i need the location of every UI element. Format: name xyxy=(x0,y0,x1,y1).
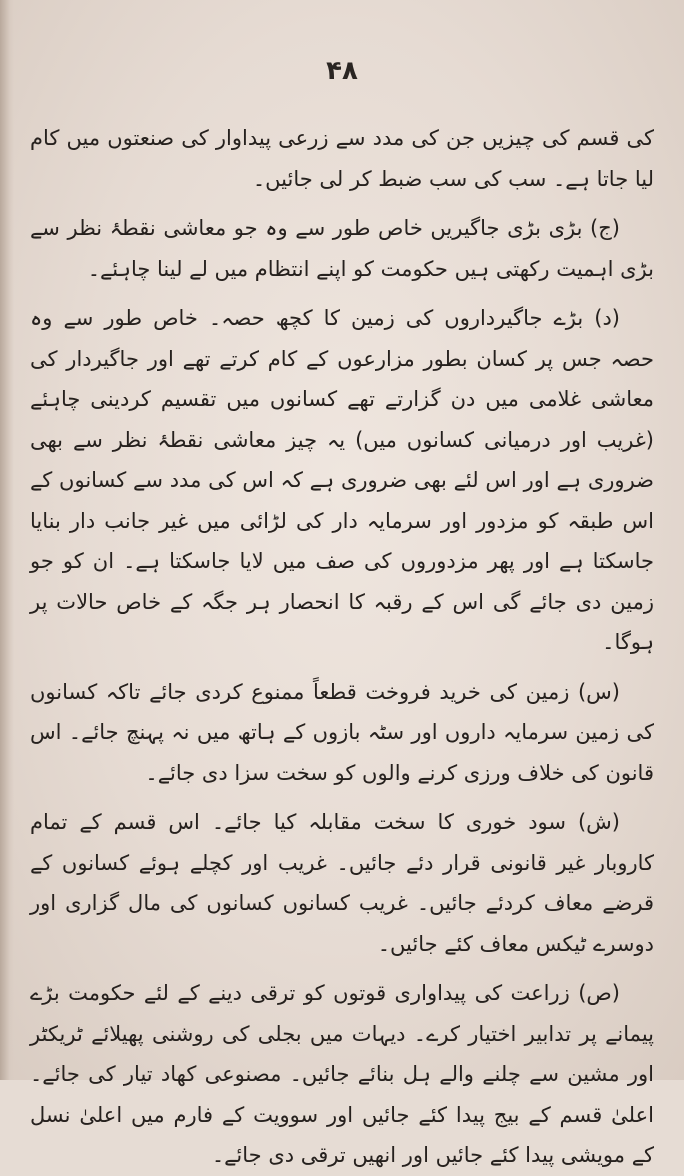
paragraph-daal: (د) بڑے جاگیرداروں کی زمین کا کچھ حصہ۔ خاص طور سے وہ حصہ جس پر کسان بطور مزارعوں کے کام کرتے تھے اور جاگیردار کی معاشی غلامی میں دن گزارتے تھے کسانوں میں تقسیم کردینی چاہئے (غریب اور درمیانی کسانوں میں) یہ چیز معاشی نقطۂ نظر سے بھی ضروری ہے اور اس لئے بھی ضروری ہے کہ اس کی مدد سے کسانوں کے اس طبقہ کو مزدور اور سرمایہ دار کی لڑائی میں غیر جانب دار بنایا جاسکتا ہے اور پھر مزدوروں کی صف میں لایا جاسکتا ہے۔ ان کو جو زمین دی جائے گی اس کے رقبہ کا انحصار ہر جگہ کے خاص حالات پر ہوگا۔ xyxy=(30,306,654,654)
page-number: ۴۸ xyxy=(326,56,358,86)
paragraph-continuation: کی قسم کی چیزیں جن کی مدد سے زرعی پیداوار کی صنعتوں میں کام لیا جاتا ہے۔ سب کی سب ضبط کر لی جائیں۔ xyxy=(30,126,654,191)
body-text xyxy=(30,118,654,1176)
paragraph-seen: (س) زمین کی خرید فروخت قطعاً ممنوع کردی جائے تاکہ کسانوں کی زمین سرمایہ داروں اور سٹہ بازوں کے ہاتھ میں نہ پہنچ جائے۔ اس قانون کی خلاف ورزی کرنے والوں کو سخت سزا دی جائے۔ xyxy=(30,679,654,785)
page-binding-edge xyxy=(0,0,14,1080)
paragraph-sheen: (ش) سود خوری کا سخت مقابلہ کیا جائے۔ اس قسم کے تمام کاروبار غیر قانونی قرار دئے جائیں۔ غریب اور کچلے ہوئے کسانوں کے قرضے معاف کردئے جائیں۔ غریب کسانوں کسانوں کی مال گزاری اور دوسرے ٹیکس معاف کئے جائیں۔ xyxy=(30,810,654,956)
paragraph-jeem: (ج) بڑی بڑی جاگیریں خاص طور سے وہ جو معاشی نقطۂ نظر سے بڑی اہمیت رکھتی ہیں حکومت کو اپنے انتظام میں لے لینا چاہئے۔ xyxy=(30,216,654,281)
paragraph-suad: (ص) زراعت کی پیداواری قوتوں کو ترقی دینے کے لئے حکومت بڑے پیمانے پر تدابیر اختیار کرے۔ دیہات میں بجلی کی روشنی پھیلائے ٹریکٹر اور مشین سے چلنے والے ہل بنائے جائیں۔ مصنوعی کھاد تیار کی جائے۔ اعلیٰ قسم کے بیج پیدا کئے جائیں اور سوویت کے فارم میں اعلیٰ نسل کے مویشی پیدا کئے جائیں اور انھیں ترقی دی جائے۔ xyxy=(30,981,654,1167)
